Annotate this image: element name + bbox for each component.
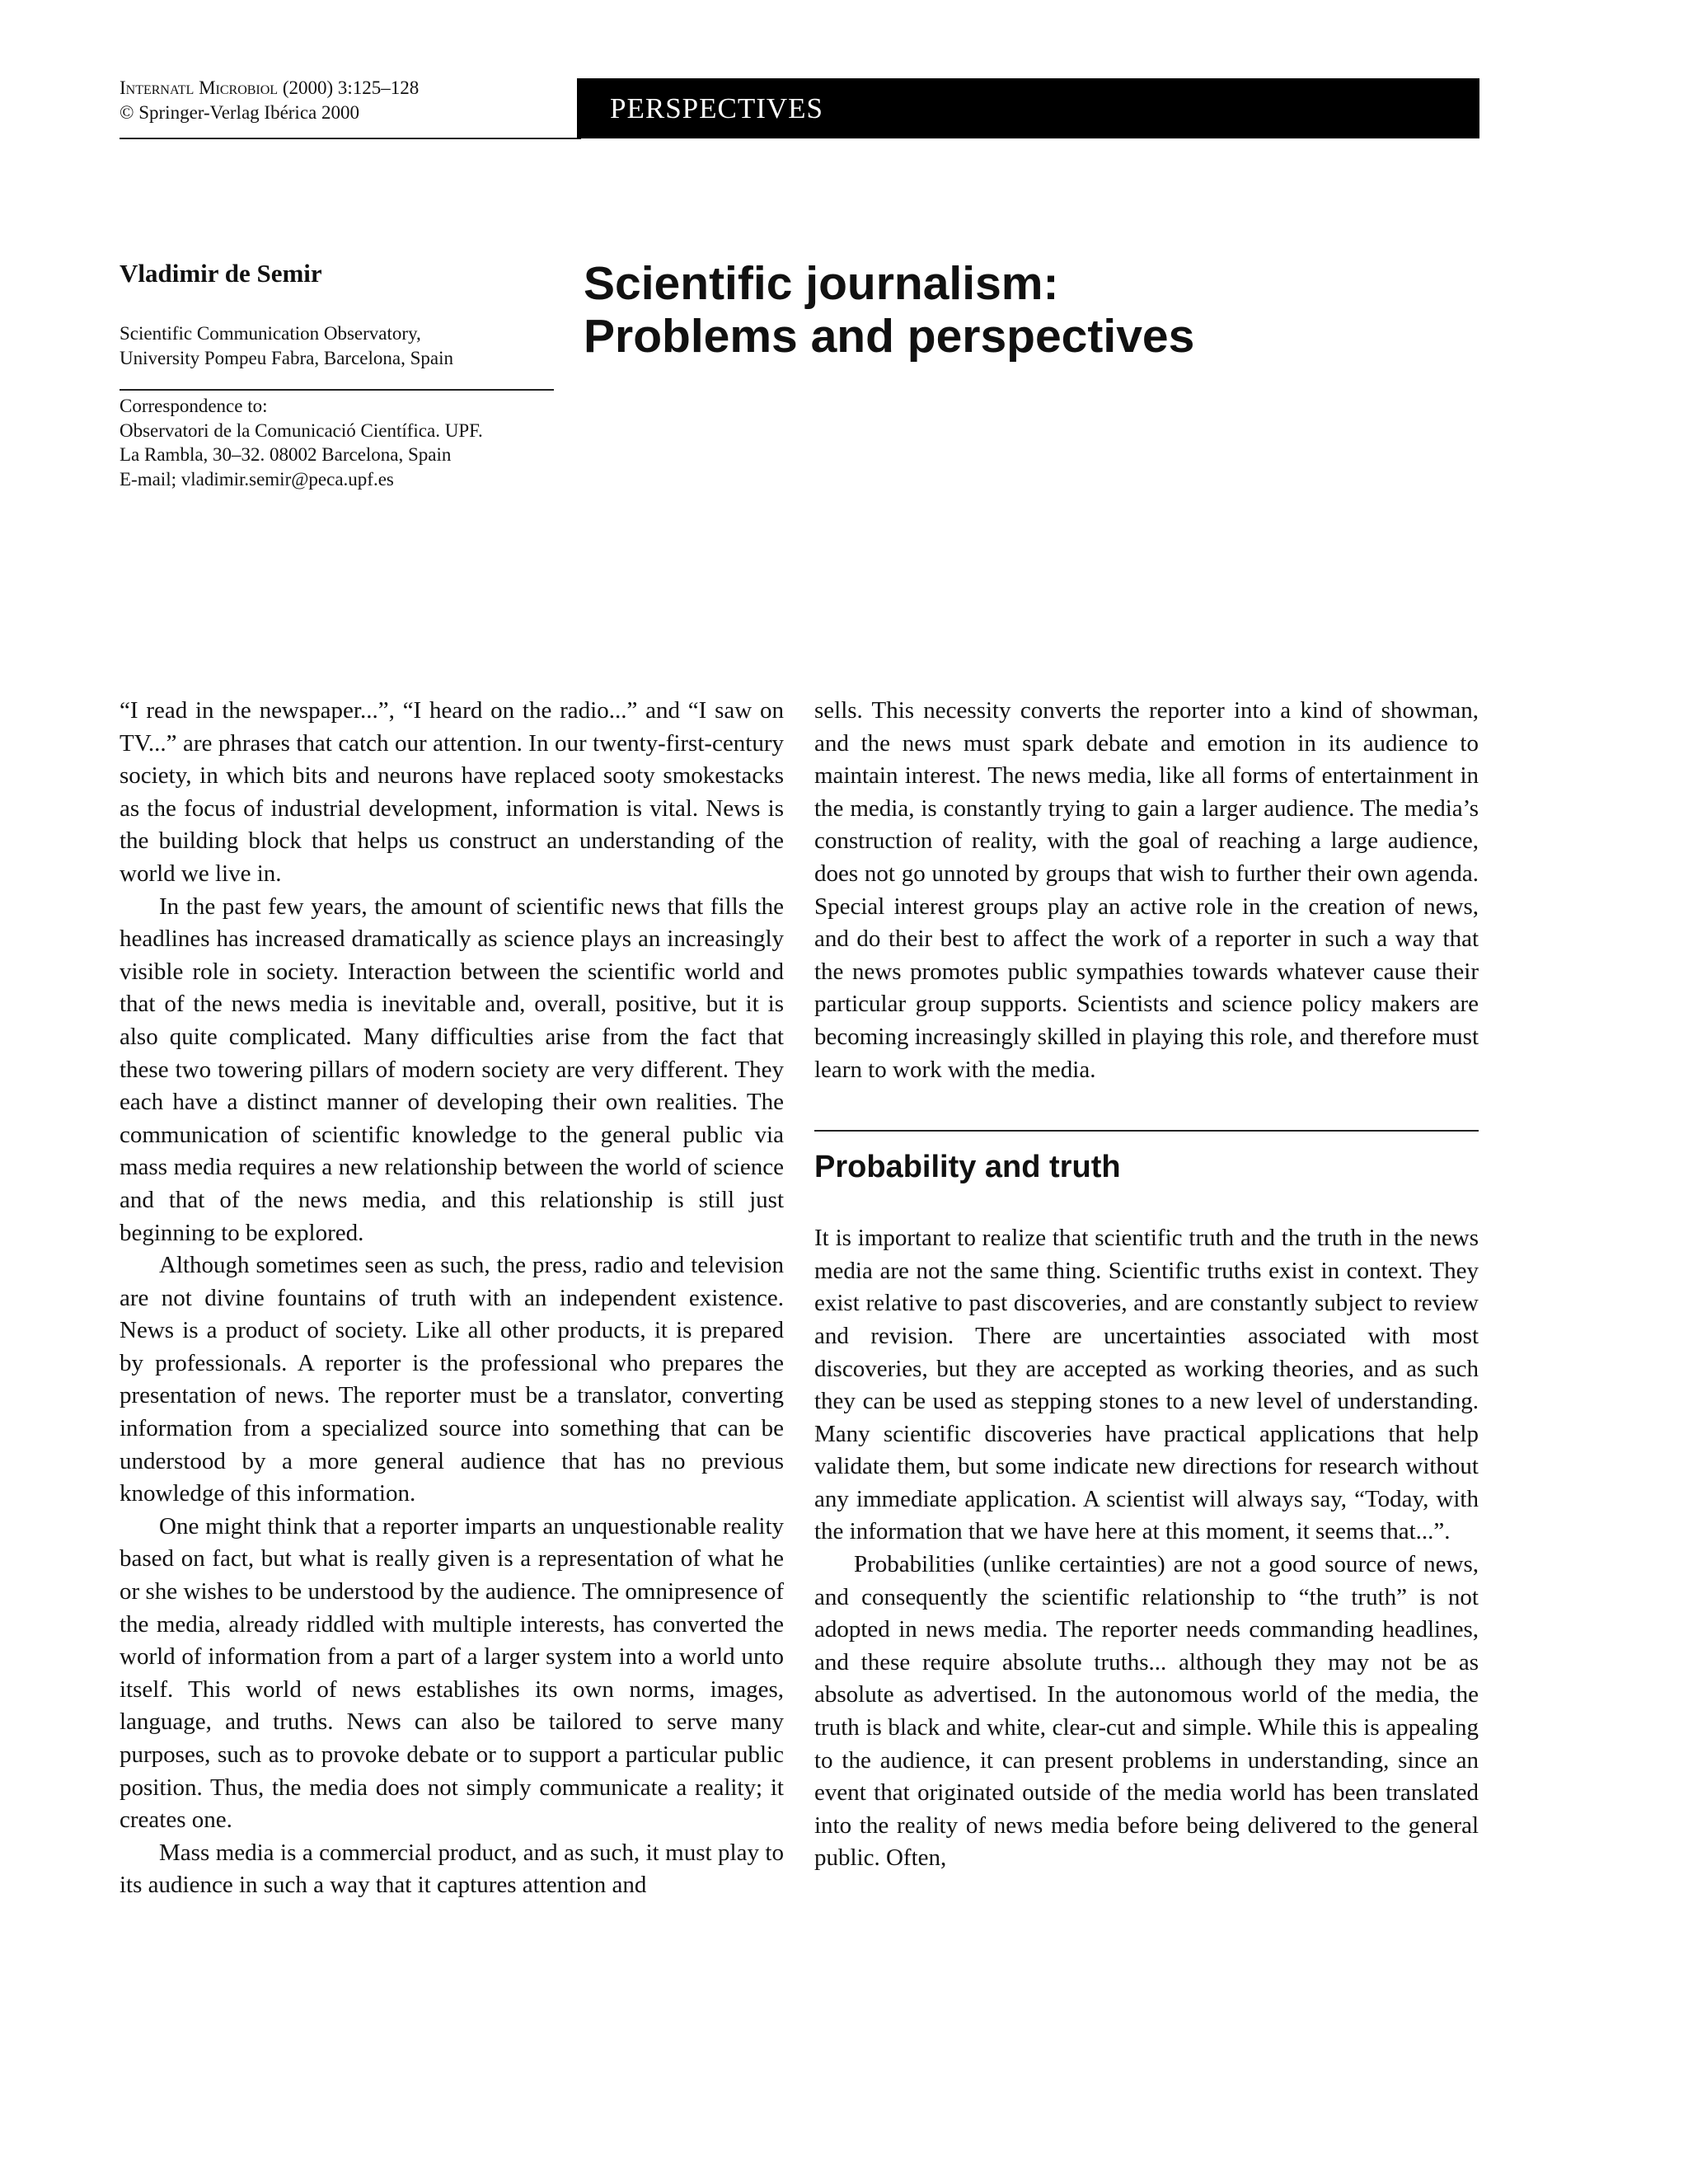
copyright-notice: © Springer-Verlag Ibérica 2000 [120,102,359,123]
body-column-right [814,695,1479,1875]
body-column-left [120,695,784,1902]
author-divider [120,389,554,391]
affiliation-line: University Pompeu Fabra, Barcelona, Spain [120,348,453,368]
body-paragraph: One might think that a reporter imparts an unquestionable reality based on fact, but what is really given is a representation of what he or she wishes to be understood by the audience. The omnipresence of the media, already riddled with multiple interests, has converted the world of information from a part of a larger system into a world unto itself. This world of news establishes its own norms, images, language, and truths. News can also be tailored to serve many purposes, such as to provoke debate or to support a particular public position. Thus, the media does not simply communicate a reality; it creates one. [120,1512,784,1834]
title-line-1: Scientific journalism: [584,257,1059,310]
journal-name: Internatl Microbiol [120,77,279,98]
body-paragraph: Mass media is a commercial product, and as such, it must play to its audience in such a way that it captures attention and [120,1839,784,1899]
title-line-2: Problems and perspectives [584,310,1195,363]
section-label: PERSPECTIVES [577,78,1479,138]
header-divider [120,138,581,139]
body-paragraph: “I read in the newspaper...”, “I heard on the radio...” and “I saw on TV...” are phrases that catch our attention. In our twenty-first-century society, in which bits and neurons have replaced sooty smokestacks as the focus of industrial development, information is vital. News is the building block that helps us construct an understanding of the world we live in. [120,697,784,887]
body-paragraph: In the past few years, the amount of scientific news that fills the headlines has increased dramatically as science plays an increasingly visible role in society. Interaction between the scientific world and that of the news media is inevitable and, overall, positive, but it is also quite complicated. Many difficulties arise from the fact that these two towering pillars of modern society are very different. They each have a distinct manner of developing their own realities. The communication of scientific knowledge to the general public via mass media requires a new relationship between the world of science and that of the news media, and this relationship is still just beginning to be explored. [120,893,784,1246]
journal-citation: (2000) 3:125–128 [282,77,420,98]
affiliation-line: Scientific Communication Observatory, [120,323,421,344]
body-paragraph: sells. This necessity converts the reporter into a kind of showman, and the news must spark debate and emotion in its audience to maintain interest. The news media, like all forms of entertainment in the media, is constantly trying to gain a larger audience. The media’s construction of reality, with the goal of reaching a large audience, does not go unnoted by groups that wish to further their own agenda. Special interest groups play an active role in the creation of news, and do their best to affect the work of a reporter in such a way that the news promotes public sympathies towards whatever cause their particular group supports. Scientists and science policy makers are becoming increasingly skilled in playing this role, and therefore must learn to work with the media. [814,697,1479,1083]
correspondence-address: La Rambla, 30–32. 08002 Barcelona, Spain [120,444,452,465]
author-name: Vladimir de Semir [120,259,322,288]
body-paragraph: Although sometimes seen as such, the press, radio and television are not divine fountains of truth with an independent existence. News is a product of society. Like all other products, it is prepared by professionals. A reporter is the professional who prepares the presentation of news. The reporter must be a translator, converting information from a specialized source into something that can be understood by a more general audience that has no previous knowledge of this information. [120,1252,784,1507]
article-title [584,257,1194,363]
section-heading: Probability and truth [814,1150,1121,1185]
journal-citation-line [120,76,419,101]
correspondence-label: Correspondence to: [120,396,268,416]
body-paragraph: It is important to realize that scientific truth and the truth in the news media are not the same thing. Scientific truths exist in context. They exist relative to past discoveries, and are constantly subject to review and revision. There are uncertainties associated with most discoveries, but they are accepted as working theories, and as such they can be used as stepping stones to a new level of understanding. Many scientific discoveries have practical applications that help validate them, but some indicate new directions for research without any immediate application. A scientist will always say, “Today, with the information that we have here at this moment, it seems that...”. [814,1225,1479,1545]
correspondence-line: Observatori de la Comunicació Científica. UPF. [120,419,483,441]
body-paragraph: Probabilities (unlike certainties) are not a good source of news, and consequently the scientific relationship to “the truth” is not adopted in news media. The reporter needs commanding headlines, and these require absolute truths... although they may not be as absolute as advertised. In the autonomous world of the media, the truth is black and white, clear-cut and simple. While this is appealing to the audience, it can present problems in understanding, since an event that originated outside of the media world has been translated into the reality of news media before being delivered to the general public. Often, [814,1551,1479,1872]
correspondence-email: E-mail; vladimir.semir@peca.upf.es [120,468,394,490]
section-divider [814,1130,1479,1132]
journal-info [120,76,419,125]
author-affiliation [120,321,453,371]
correspondence-block [120,394,483,491]
